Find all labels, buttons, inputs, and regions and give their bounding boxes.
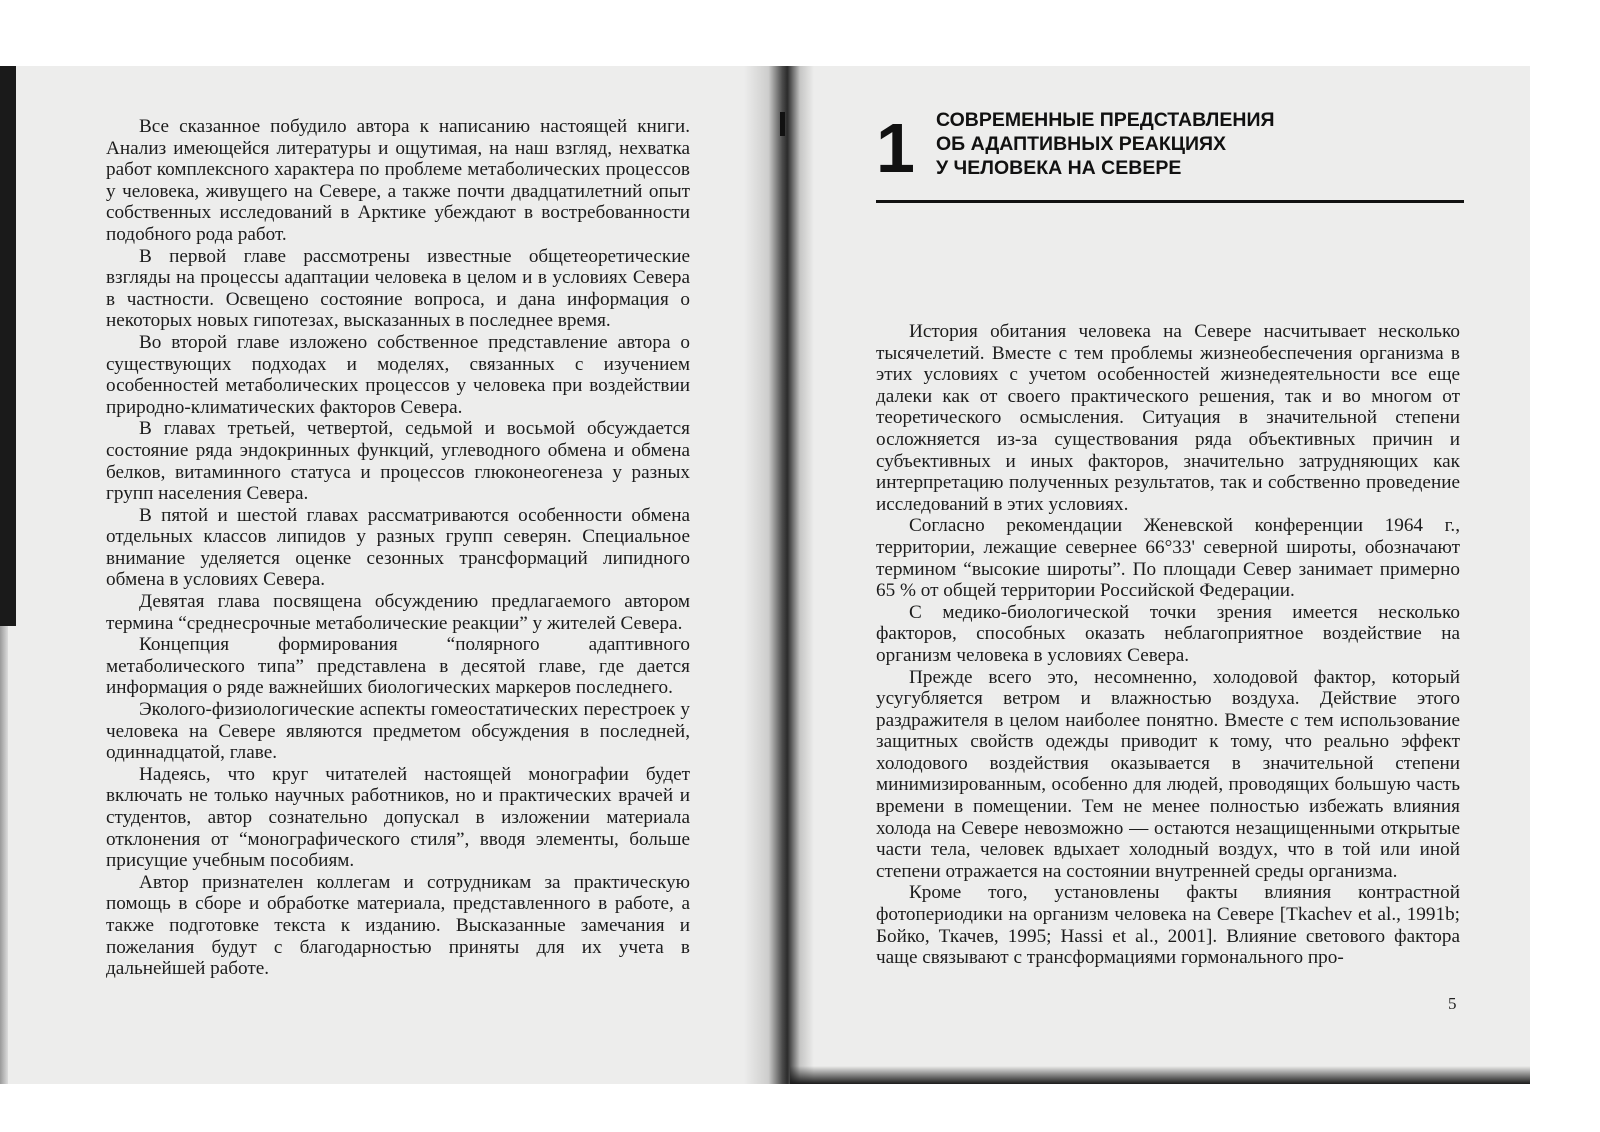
chapter-title-line: ОБ АДАПТИВНЫХ РЕАКЦИЯХ bbox=[936, 133, 1227, 155]
left-paragraph: Все сказанное побудило автора к написанию настоящей книги. Анализ имеющейся литературы и ощутимая, на наш взгляд, нехватка работ комплексного характера по проблеме метаболических процессов у человека, живущего на Севере, а также почти двадцатилетний опыт собственных исследований в Арктике убеждают в востребованности подобного рода работ. bbox=[106, 116, 690, 245]
right-paragraph: С медико-биологической точки зрения имеется несколько факторов, способных оказать неблагоприятное воздействие на организм человека в условиях Севера. bbox=[876, 601, 1460, 666]
left-paragraph: Автор признателен коллегам и сотрудникам за практическую помощь в сборе и обработке материала, представленного в работе, а также подготовке текста к изданию. Высказанные замечания и пожелания будут с благодарностью приняты для их учета в дальнейшей работе. bbox=[106, 871, 690, 980]
right-paragraph: История обитания человека на Севере насчитывает несколько тысячелетий. Вместе с тем проблемы жизнеобеспечения организма в этих условиях с учетом особенностей жизнедеятельности все еще далеки как от своего практического решения, так и во многом от теоретического осмысления. Ситуация в значительной степени осложняется из-за существования ряда объективных причин и субъективных и иных факторов, значительно затрудняющих как интерпретацию полученных результатов, так и собственно проведение исследований в этих условиях. bbox=[876, 321, 1460, 515]
left-paragraph: Во второй главе изложено собственное представление автора о существующих подходах и моделях, связанных с изучением особенностей метаболических процессов у человека при воздействии природно-климатических факторов Севера. bbox=[106, 331, 690, 418]
left-paragraph: В первой главе рассмотрены известные общетеоретические взгляды на процессы адаптации человека в целом и в условиях Севера в частности. Освещено состояние вопроса, и дана информация о некоторых новых гипотезах, высказанных в последнее время. bbox=[106, 245, 690, 332]
left-paragraph: В главах третьей, четвертой, седьмой и восьмой обсуждается состояние ряда эндокринных функций, углеводного обмена и обмена белков, витаминного статуса и процессов глюконеогенеза у разных групп населения Севера. bbox=[106, 418, 690, 505]
right-page bbox=[876, 321, 1460, 969]
left-scan-edge-lower bbox=[0, 626, 8, 1084]
left-paragraph: Эколого-физиологические аспекты гомеостатических перестроек у человека на Севере являются предметом обсуждения в последней, одиннадцатой, главе. bbox=[106, 699, 690, 764]
right-paragraph: Кроме того, установлены факты влияния контрастной фотопериодики на организм человека на Севере [Tkachev et al., 1991b; Бойко, Ткачев, 1995; Hassi et al., 2001]. Влияние светового фактора чаще связывают с трансформациями гормонального про- bbox=[876, 882, 1460, 969]
left-paragraph: Надеясь, что круг читателей настоящей монографии будет включать не только научных работников, но и практических врачей и студентов, автор сознательно допускал в изложении материала отклонения от “монографического стиля”, вводя элементы, больше присущие учебным пособиям. bbox=[106, 763, 690, 872]
chapter-number: 1 bbox=[876, 109, 915, 187]
bottom-scan-shadow bbox=[790, 1066, 1530, 1084]
left-scan-edge bbox=[0, 66, 16, 626]
chapter-title-line: СОВРЕМЕННЫЕ ПРЕДСТАВЛЕНИЯ bbox=[936, 109, 1275, 131]
left-page bbox=[106, 116, 690, 980]
chapter-header bbox=[876, 108, 1464, 208]
left-paragraph: Девятая глава посвящена обсуждению предлагаемого автором термина “среднесрочные метаболические реакции” у жителей Севера. bbox=[106, 591, 690, 634]
right-paragraph: Прежде всего это, несомненно, холодовой фактор, который усугубляется ветром и влажностью воздуха. Действие этого раздражителя в целом наиболее понятно. Вместе с тем использование защитных свойств одежды приводит к тому, что реально эффект холодового воздействия оказывается в значительной степени минимизированным, особенно для людей, проводящих большую часть времени в помещении. Тем не менее полностью избежать влияния холода на Севере невозможно — остаются незащищенными открытые части тела, человек вдыхает холодный воздух, что в той или иной степени отражается на состоянии внутренней среды организма. bbox=[876, 666, 1460, 882]
chapter-title-line: У ЧЕЛОВЕКА НА СЕВЕРЕ bbox=[936, 157, 1182, 179]
page-number: 5 bbox=[1448, 994, 1457, 1013]
left-paragraph: В пятой и шестой главах рассматриваются особенности обмена отдельных классов липидов у разных групп северян. Специальное внимание уделяется оценке сезонных трансформаций липидного обмена в условиях Севера. bbox=[106, 504, 690, 591]
right-paragraph: Согласно рекомендации Женевской конференции 1964 г., территории, лежащие севернее 66°33' северной широты, обозначают термином “высокие широты”. По площади Север занимает примерно 65 % от общей территории Российской Федерации. bbox=[876, 515, 1460, 602]
left-paragraph: Концепция формирования “полярного адаптивного метаболического типа” представлена в десятой главе, где дается информация о ряде важнейших биологических маркеров последнего. bbox=[106, 634, 690, 699]
book-spine-shadow bbox=[744, 66, 814, 1084]
spine-mark bbox=[780, 112, 785, 136]
chapter-divider-rule bbox=[876, 200, 1464, 203]
chapter-title bbox=[936, 108, 1456, 180]
